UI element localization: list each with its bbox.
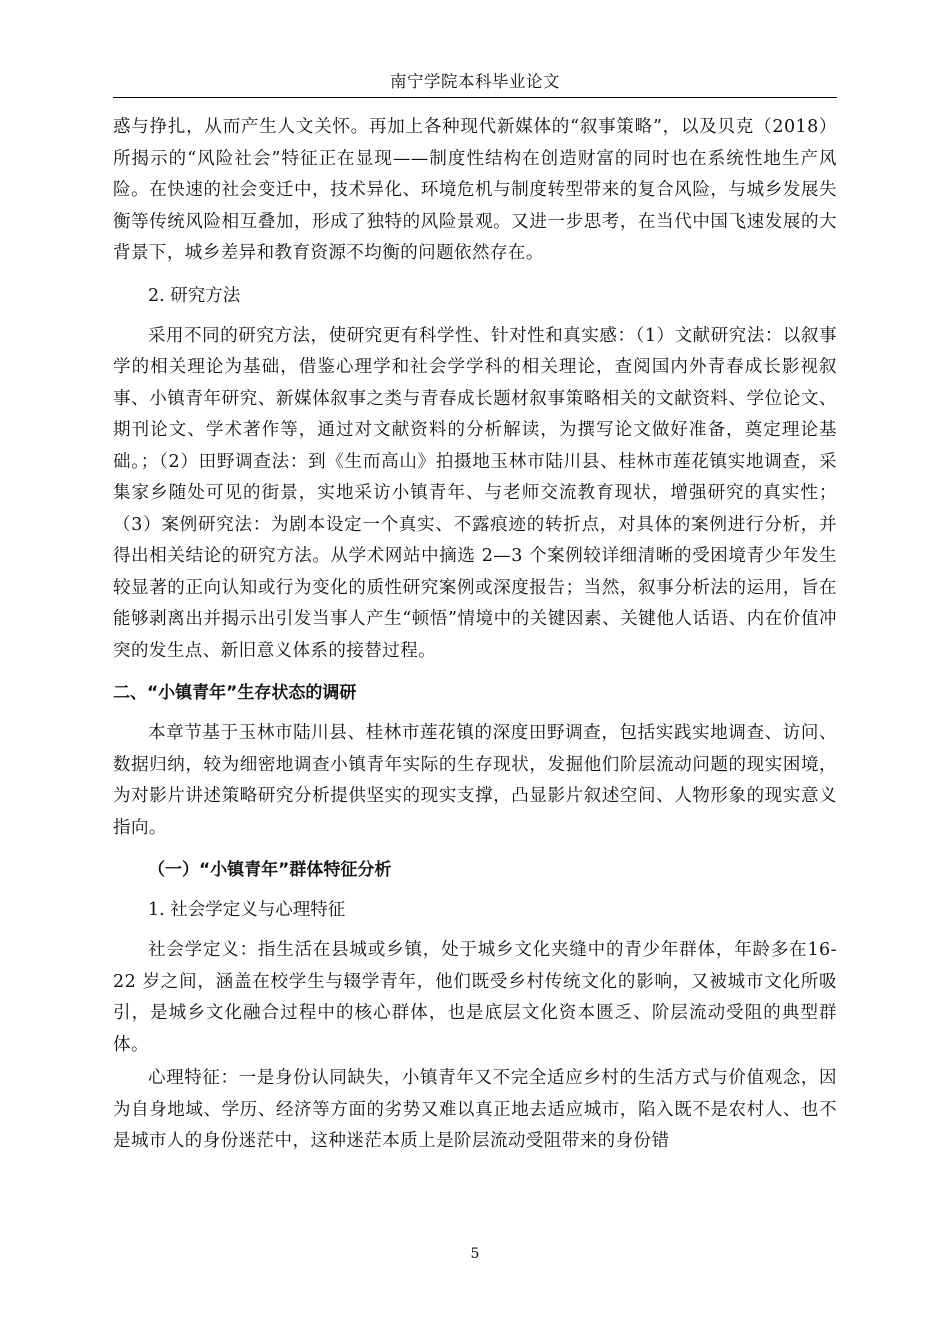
page-body bbox=[113, 112, 837, 1169]
section-heading: （一）“小镇青年”群体特征分析 bbox=[148, 860, 392, 880]
page-header-title: 南宁学院本科毕业论文 bbox=[390, 72, 560, 91]
header-divider bbox=[113, 97, 837, 98]
paragraph-continued: 惑与挣扎，从而产生人文关怀。再加上各种现代新媒体的“叙事策略”，以及贝克（2018）所揭示的“风险社会”特征正在显现——制度性结构在创造财富的同时也在系统性地生产风险。在快速的社会变迁中，技术异化、环境危机与制度转型带来的复合风险，与城乡发展失衡等传统风险相互叠加，形成了独特的风险景观。又进一步思考，在当代中国飞速发展的大背景下，城乡差异和教育资源不均衡的问题依然存在。 bbox=[113, 117, 837, 263]
subheading-definition: 1. 社会学定义与心理特征 bbox=[148, 900, 346, 920]
paragraph-definition: 社会学定义：指生活在县城或乡镇，处于城乡文化夹缝中的青少年群体，年龄多在16-22 岁之间，涵盖在校学生与辍学青年，他们既受乡村传统文化的影响，又被城市文化所吸引，是城乡文化融合过程中的核心群体，也是底层文化资本匮乏、阶层流动受阻的典型群体。 bbox=[113, 940, 837, 1055]
paragraph-chapter-intro: 本章节基于玉林市陆川县、桂林市莲花镇的深度田野调查，包括实践实地调查、访问、数据归纳，较为细密地调查小镇青年实际的生存现状，发掘他们阶层流动问题的现实困境，为对影片讲述策略研究分析提供坚实的现实支撑，凸显影片叙述空间、人物形象的现实意义指向。 bbox=[113, 723, 837, 838]
paragraph-research-methods: 采用不同的研究方法，使研究更有科学性、针对性和真实感：（1）文献研究法：以叙事学的相关理论为基础，借鉴心理学和社会学学科的相关理论，查阅国内外青春成长影视叙事、小镇青年研究、新媒体叙事之类与青春成长题材叙事策略相关的文献资料、学位论文、期刊论文、学术著作等，通过对文献资料的分析解读，为撰写论文做好准备，奠定理论基础。；（2）田野调查法：到《生而高山》拍摄地玉林市陆川县、桂林市莲花镇实地调查，采集家乡随处可见的街景，实地采访小镇青年、与老师交流教育现状，增强研究的真实性；（3）案例研究法：为剧本设定一个真实、不露痕迹的转折点，对具体的案例进行分析，并得出相关结论的研究方法。从学术网站中摘选 2—3 个案例较详细清晰的受困境青少年发生较显著的正向认知或行为变化的质性研究案例或深度报告；当然，叙事分析法的运用，旨在能够剥离出并揭示出引发当事人产生“顿悟”情境中的关键因素、关键他人话语、内在价值冲突的发生点、新旧意义体系的接替过程。 bbox=[113, 325, 837, 661]
subheading-research-methods: 2. 研究方法 bbox=[148, 285, 241, 306]
chapter-heading: 二、“小镇青年”生存状态的调研 bbox=[113, 683, 357, 703]
page-number: 5 bbox=[470, 1246, 480, 1262]
paragraph-psychology: 心理特征：一是身份认同缺失，小镇青年又不完全适应乡村的生活方式与价值观念，因为自身地域、学历、经济等方面的劣势又难以真正地去适应城市，陷入既不是农村人、也不是城市人的身份迷茫中，这种迷茫本质上是阶层流动受阻带来的身份错 bbox=[113, 1068, 837, 1151]
